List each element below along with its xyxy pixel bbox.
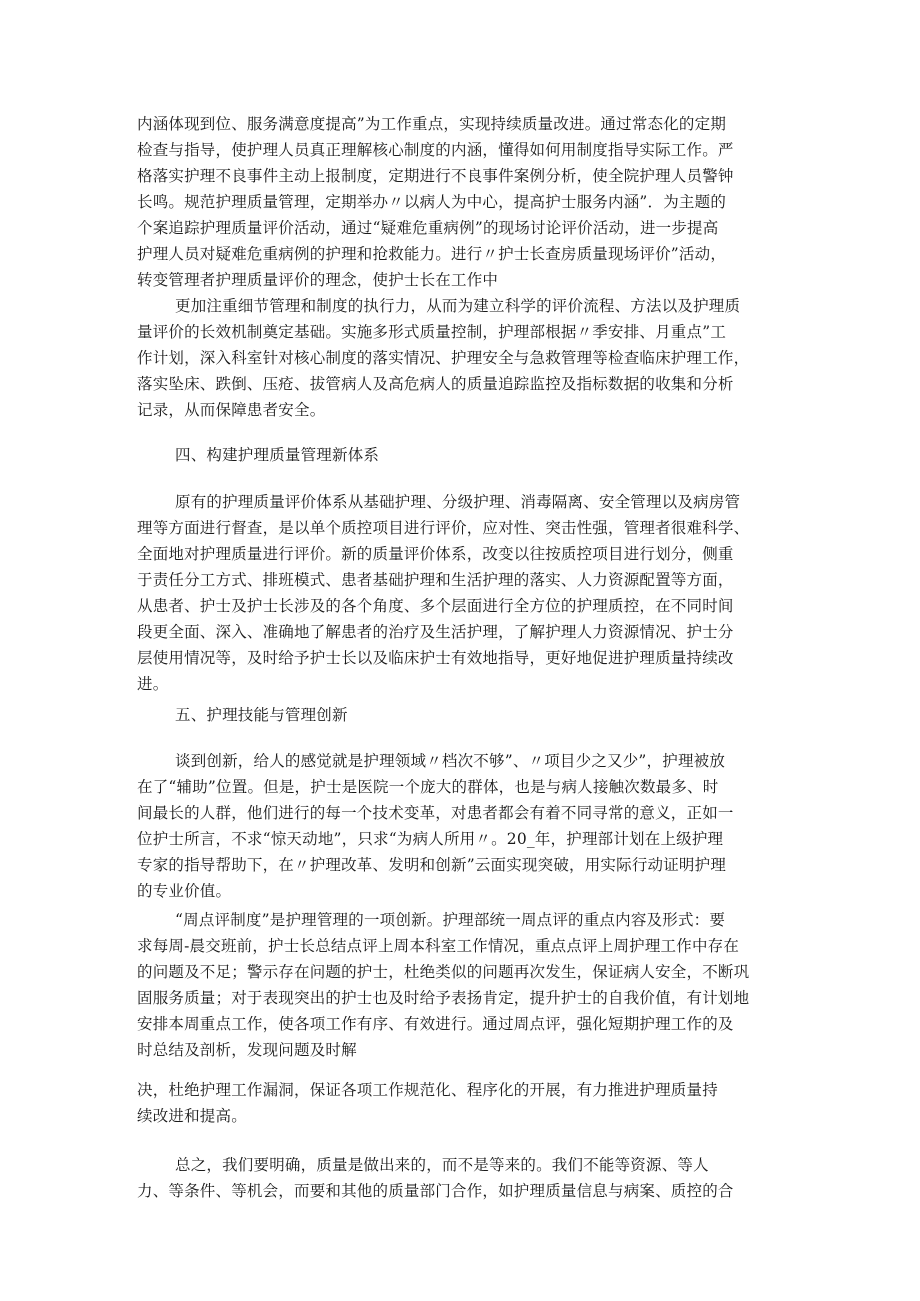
text-line: 全面地对护理质量进行评价。新的质量评价体系，改变以往按质控项目进行划分，侧重: [137, 545, 734, 563]
text-line: 力、等条件、等机会，而要和其他的质量部门合作，如护理质量信息与病案、质控的合: [137, 1182, 734, 1200]
text-line: 从患者、护士及护士长涉及的各个角度、多个层面进行全方位的护理质控，在不同时间: [137, 597, 734, 615]
text-line: 记录，从而保障患者安全。: [137, 401, 326, 419]
paragraph-conclusion: [137, 1152, 789, 1204]
text-line: 时总结及剖析，发现问题及时解: [137, 1041, 357, 1059]
paragraph-weekly-review-continued: [137, 1077, 789, 1129]
text-line: 作计划，深入科室针对核心制度的落实情况、护理安全与急救管理等检查临床护理工作，: [137, 349, 750, 367]
text-line: 的专业价值。: [137, 882, 232, 900]
text-line: 个案追踪护理质量评价活动，通过“疑难危重病例”的现场讨论评价活动，进一步提高: [137, 219, 719, 237]
text-line: “周点评制度”是护理管理的一项创新。护理部统一周点评的重点内容及形式：要: [175, 911, 726, 929]
text-line: 固服务质量；对于表现突出的护士也及时给予表扬肯定，提升护士的自我价值，有计划地: [137, 989, 750, 1007]
heading-text: 四、构建护理质量管理新体系: [175, 446, 380, 464]
text-line: 长鸣。规范护理质量管理，定期举办〃以病人为中心，提高护士服务内涵”．为主题的: [137, 193, 727, 211]
paragraph-new-system: [137, 489, 789, 697]
text-line: 谈到创新，给人的感觉就是护理领域〃档次不够”、〃项目少之又少”，护理被放: [175, 752, 726, 770]
text-line: 层使用情况等，及时给予护士长以及临床护士有效地指导，更好地促进护理质量持续改: [137, 649, 734, 667]
text-line: 原有的护理质量评价体系从基础护理、分级护理、消毒隔离、安全管理以及病房管: [175, 493, 741, 511]
text-line: 进。: [137, 675, 169, 693]
text-line: 护理人员对疑难危重病例的护理和抢救能力。进行〃护士长查房质量现场评价”活动，: [137, 245, 727, 263]
section-heading-4: [137, 442, 789, 468]
text-line: 内涵体现到位、服务满意度提高”为工作重点，实现持续质量改进。通过常态化的定期: [137, 115, 727, 133]
text-line: 在了“辅助”位置。但是，护士是医院一个庞大的群体，也是与病人接触次数最多、时: [137, 778, 719, 796]
text-line: 格落实护理不良事件主动上报制度，定期进行不良事件案例分析，使全院护理人员警钟: [137, 167, 734, 185]
text-line: 续改进和提高。: [137, 1107, 247, 1125]
text-line: 理等方面进行督查，是以单个质控项目进行评价，应对性、突击性强，管理者很难科学、: [137, 519, 750, 537]
text-line: 安排本周重点工作，使各项工作有序、有效进行。通过周点评，强化短期护理工作的及: [137, 1015, 734, 1033]
section-heading-5: [137, 702, 789, 728]
text-line: 求每周-晨交班前，护士长总结点评上周本科室工作情况，重点点评上周护理工作中存在: [137, 937, 740, 955]
text-line: 段更全面、深入、准确地了解患者的治疗及生活护理，了解护理人力资源情况、护士分: [137, 623, 734, 641]
text-line: 检查与指导，使护理人员真正理解核心制度的内涵，懂得如何用制度指导实际工作。严: [137, 141, 734, 159]
text-line: 更加注重细节管理和制度的执行力，从而为建立科学的评价流程、方法以及护理质: [175, 297, 741, 315]
paragraph-detail-management: [137, 293, 789, 423]
text-line: 量评价的长效机制奠定基础。实施多形式质量控制，护理部根据〃季安排、月重点”工: [137, 323, 727, 341]
text-line: 落实坠床、跌倒、压疮、拔管病人及高危病人的质量追踪监控及指标数据的收集和分析: [137, 375, 734, 393]
text-line: 决，杜绝护理工作漏洞，保证各项工作规范化、程序化的开展，有力推进护理质量持: [137, 1081, 718, 1099]
text-line: 专家的指导帮助下，在〃护理改革、发明和创新”云面实现突破，用实际行动证明护理: [137, 856, 727, 874]
text-line: 转变管理者护理质量评价的理念，使护士长在工作中: [137, 271, 499, 289]
heading-text: 五、护理技能与管理创新: [175, 706, 348, 724]
paragraph-quality-improvement: [137, 111, 789, 293]
text-line: 于责任分工方式、排班模式、患者基础护理和生活护理的落实、人力资源配置等方面，: [137, 571, 734, 589]
text-line: 位护士所言，不求“惊天动地”，只求“为病人所用〃。20_年，护理部计划在上级护理: [137, 830, 724, 848]
paragraph-weekly-review: [137, 907, 789, 1063]
paragraph-innovation: [137, 748, 789, 904]
text-line: 的问题及不足；警示存在问题的护士，杜绝类似的问题再次发生，保证病人安全，不断巩: [137, 963, 750, 981]
text-line: 间最长的人群，他们进行的每一个技术变革，对患者都会有着不同寻常的意义，正如一: [137, 804, 734, 822]
text-line: 总之，我们要明确，质量是做出来的，而不是等来的。我们不能等资源、等人: [175, 1156, 709, 1174]
